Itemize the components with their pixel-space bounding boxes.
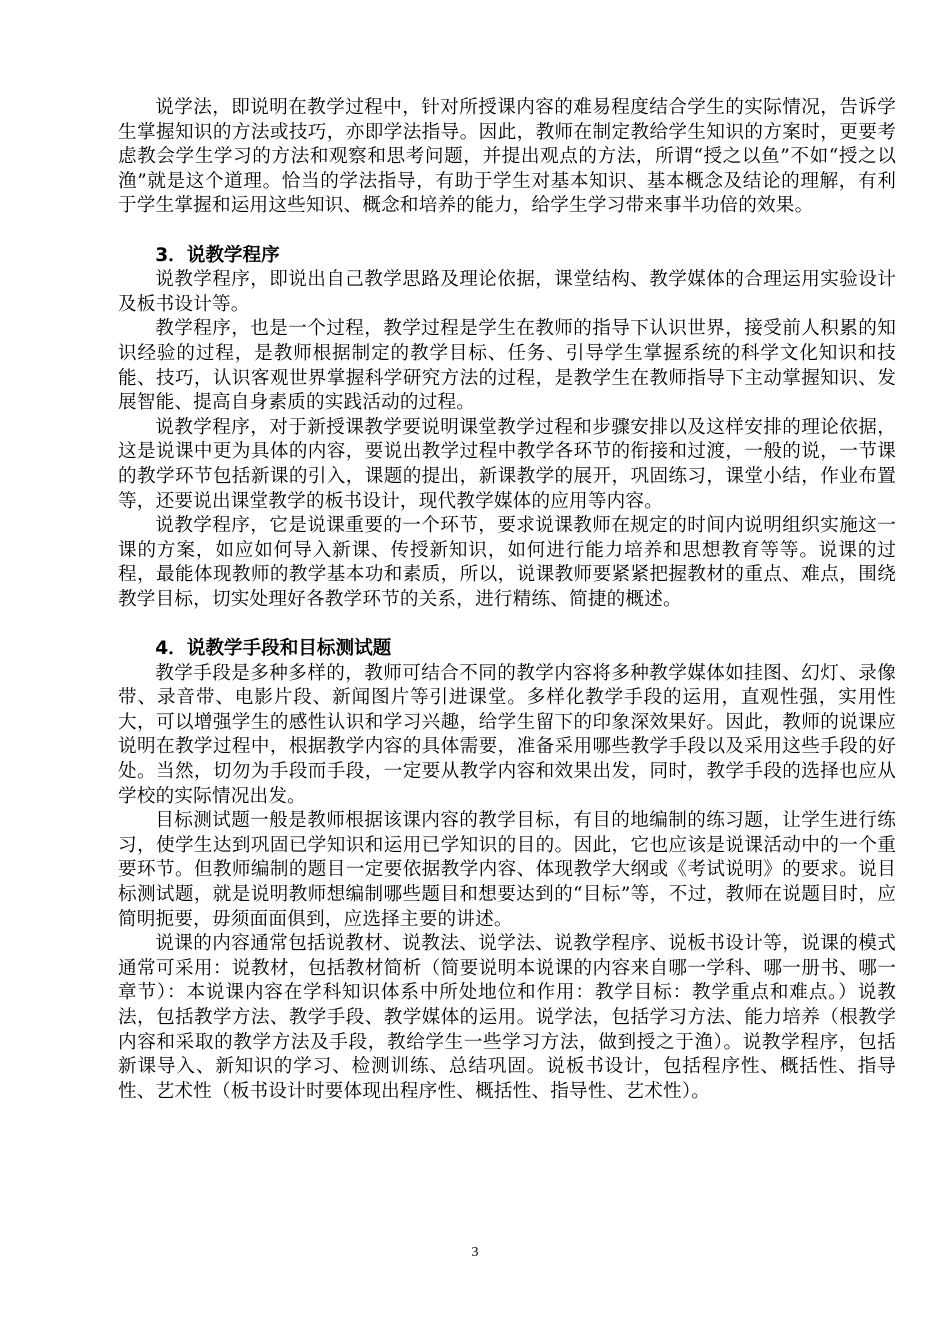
paragraph-target-tests: 目标测试题一般是教师根据该课内容的教学目标，有目的地编制的练习题，让学生进行练习，使学生达到巩固已学知识和运用已学知识的目的。因此，它也应该是说课活动中的一个重要环节。但教师编制的题目一定要依据教学内容、体现教学大纲或《考试说明》的要求。说目标测试题，就是说明教师想编制哪些题目和想要达到的“目标”等，不过，教师在说题目时，应简明扼要，毋须面面俱到，应选择主要的讲述。 bbox=[118, 810, 896, 930]
paragraph-procedure-process: 教学程序，也是一个过程，教学过程是学生在教师的指导下认识世界，接受前人积累的知识经验的过程，是教师根据制定的教学目标、任务、引导学生掌握系统的科学文化知识和技能、技巧，认识客观世界掌握科学研究方法的过程，是教学生在教师指导下主动掌握知识、发展智能、提高自身素质的实践活动的过程。 bbox=[118, 318, 896, 414]
section-heading-3: 3．说教学程序 bbox=[155, 244, 280, 266]
paragraph-procedure-new-lesson: 说教学程序，对于新授课教学要说明课堂教学过程和步骤安排以及这样安排的理论依据，这是说课中更为具体的内容，要说出教学过程中教学各环节的衔接和过渡，一般的说，一节课的教学环节包括新课的引入，课题的提出，新课教学的展开，巩固练习，课堂小结，作业布置等，还要说出课堂教学的板书设计，现代教学媒体的应用等内容。 bbox=[118, 416, 896, 512]
paragraph-study-method: 说学法，即说明在教学过程中，针对所授课内容的难易程度结合学生的实际情况，告诉学生掌握知识的方法或技巧，亦即学法指导。因此，教师在制定教给学生知识的方案时，更要考虑教会学生学习的方法和观察和思考问题，并提出观点的方法，所谓“授之以鱼”不如“授之以渔”就是这个道理。恰当的学法指导，有助于学生对基本知识、基本概念及结论的理解，有利于学生掌握和运用这些知识、概念和培养的能力，给学生学习带来事半功倍的效果。 bbox=[118, 97, 896, 217]
paragraph-procedure-intro: 说教学程序，即说出自己教学思路及理论依据，课堂结构、教学媒体的合理运用实验设计及板书设计等。 bbox=[118, 269, 896, 315]
paragraph-procedure-importance: 说教学程序，它是说课重要的一个环节，要求说课教师在规定的时间内说明组织实施这一课的方案，如应如何导入新课、传授新知识，如何进行能力培养和思想教育等等。说课的过程，最能体现教师的教学基本功和素质，所以，说课教师要紧紧把握教材的重点、难点，围绕教学目标，切实处理好各教学环节的关系，进行精练、简捷的概述。 bbox=[118, 515, 896, 610]
blank-line bbox=[118, 219, 896, 244]
section-heading-4: 4．说教学手段和目标测试题 bbox=[155, 638, 392, 660]
document-body bbox=[118, 96, 896, 1104]
blank-line bbox=[118, 612, 896, 637]
paragraph-summary: 说课的内容通常包括说教材、说教法、说学法、说教学程序、说板书设计等，说课的模式通常可采用：说教材，包括教材简析（简要说明本说课的内容来自哪一学科、哪一册书、哪一章节）：本说课内容在学科知识体系中所处地位和作用：教学目标：教学重点和难点。）说教法，包括教学方法、教学手段、教学媒体的运用。说学法，包括学习方法、能力培养（根教学内容和采取的教学方法及手段，教给学生一些学习方法，做到授之于渔）。说教学程序，包括新课导入、新知识的学习、检测训练、总结巩固。说板书设计，包括程序性、概括性、指导性、艺术性（板书设计时要体现出程序性、概括性、指导性、艺术性）。 bbox=[118, 933, 896, 1102]
page-number: 3 bbox=[471, 1245, 479, 1260]
paragraph-teaching-means: 教学手段是多种多样的，教师可结合不同的教学内容将多种教学媒体如挂图、幻灯、录像带、录音带、电影片段、新闻图片等引进课堂。多样化教学手段的运用，直观性强，实用性大，可以增强学生的感性认识和学习兴趣，给学生留下的印象深效果好。因此，教师的说课应说明在教学过程中，根据教学内容的具体需要，准备采用哪些教学手段以及采用这些手段的好处。当然，切勿为手段而手段，一定要从教学内容和效果出发，同时，教学手段的选择也应从学校的实际情况出发。 bbox=[118, 662, 896, 807]
